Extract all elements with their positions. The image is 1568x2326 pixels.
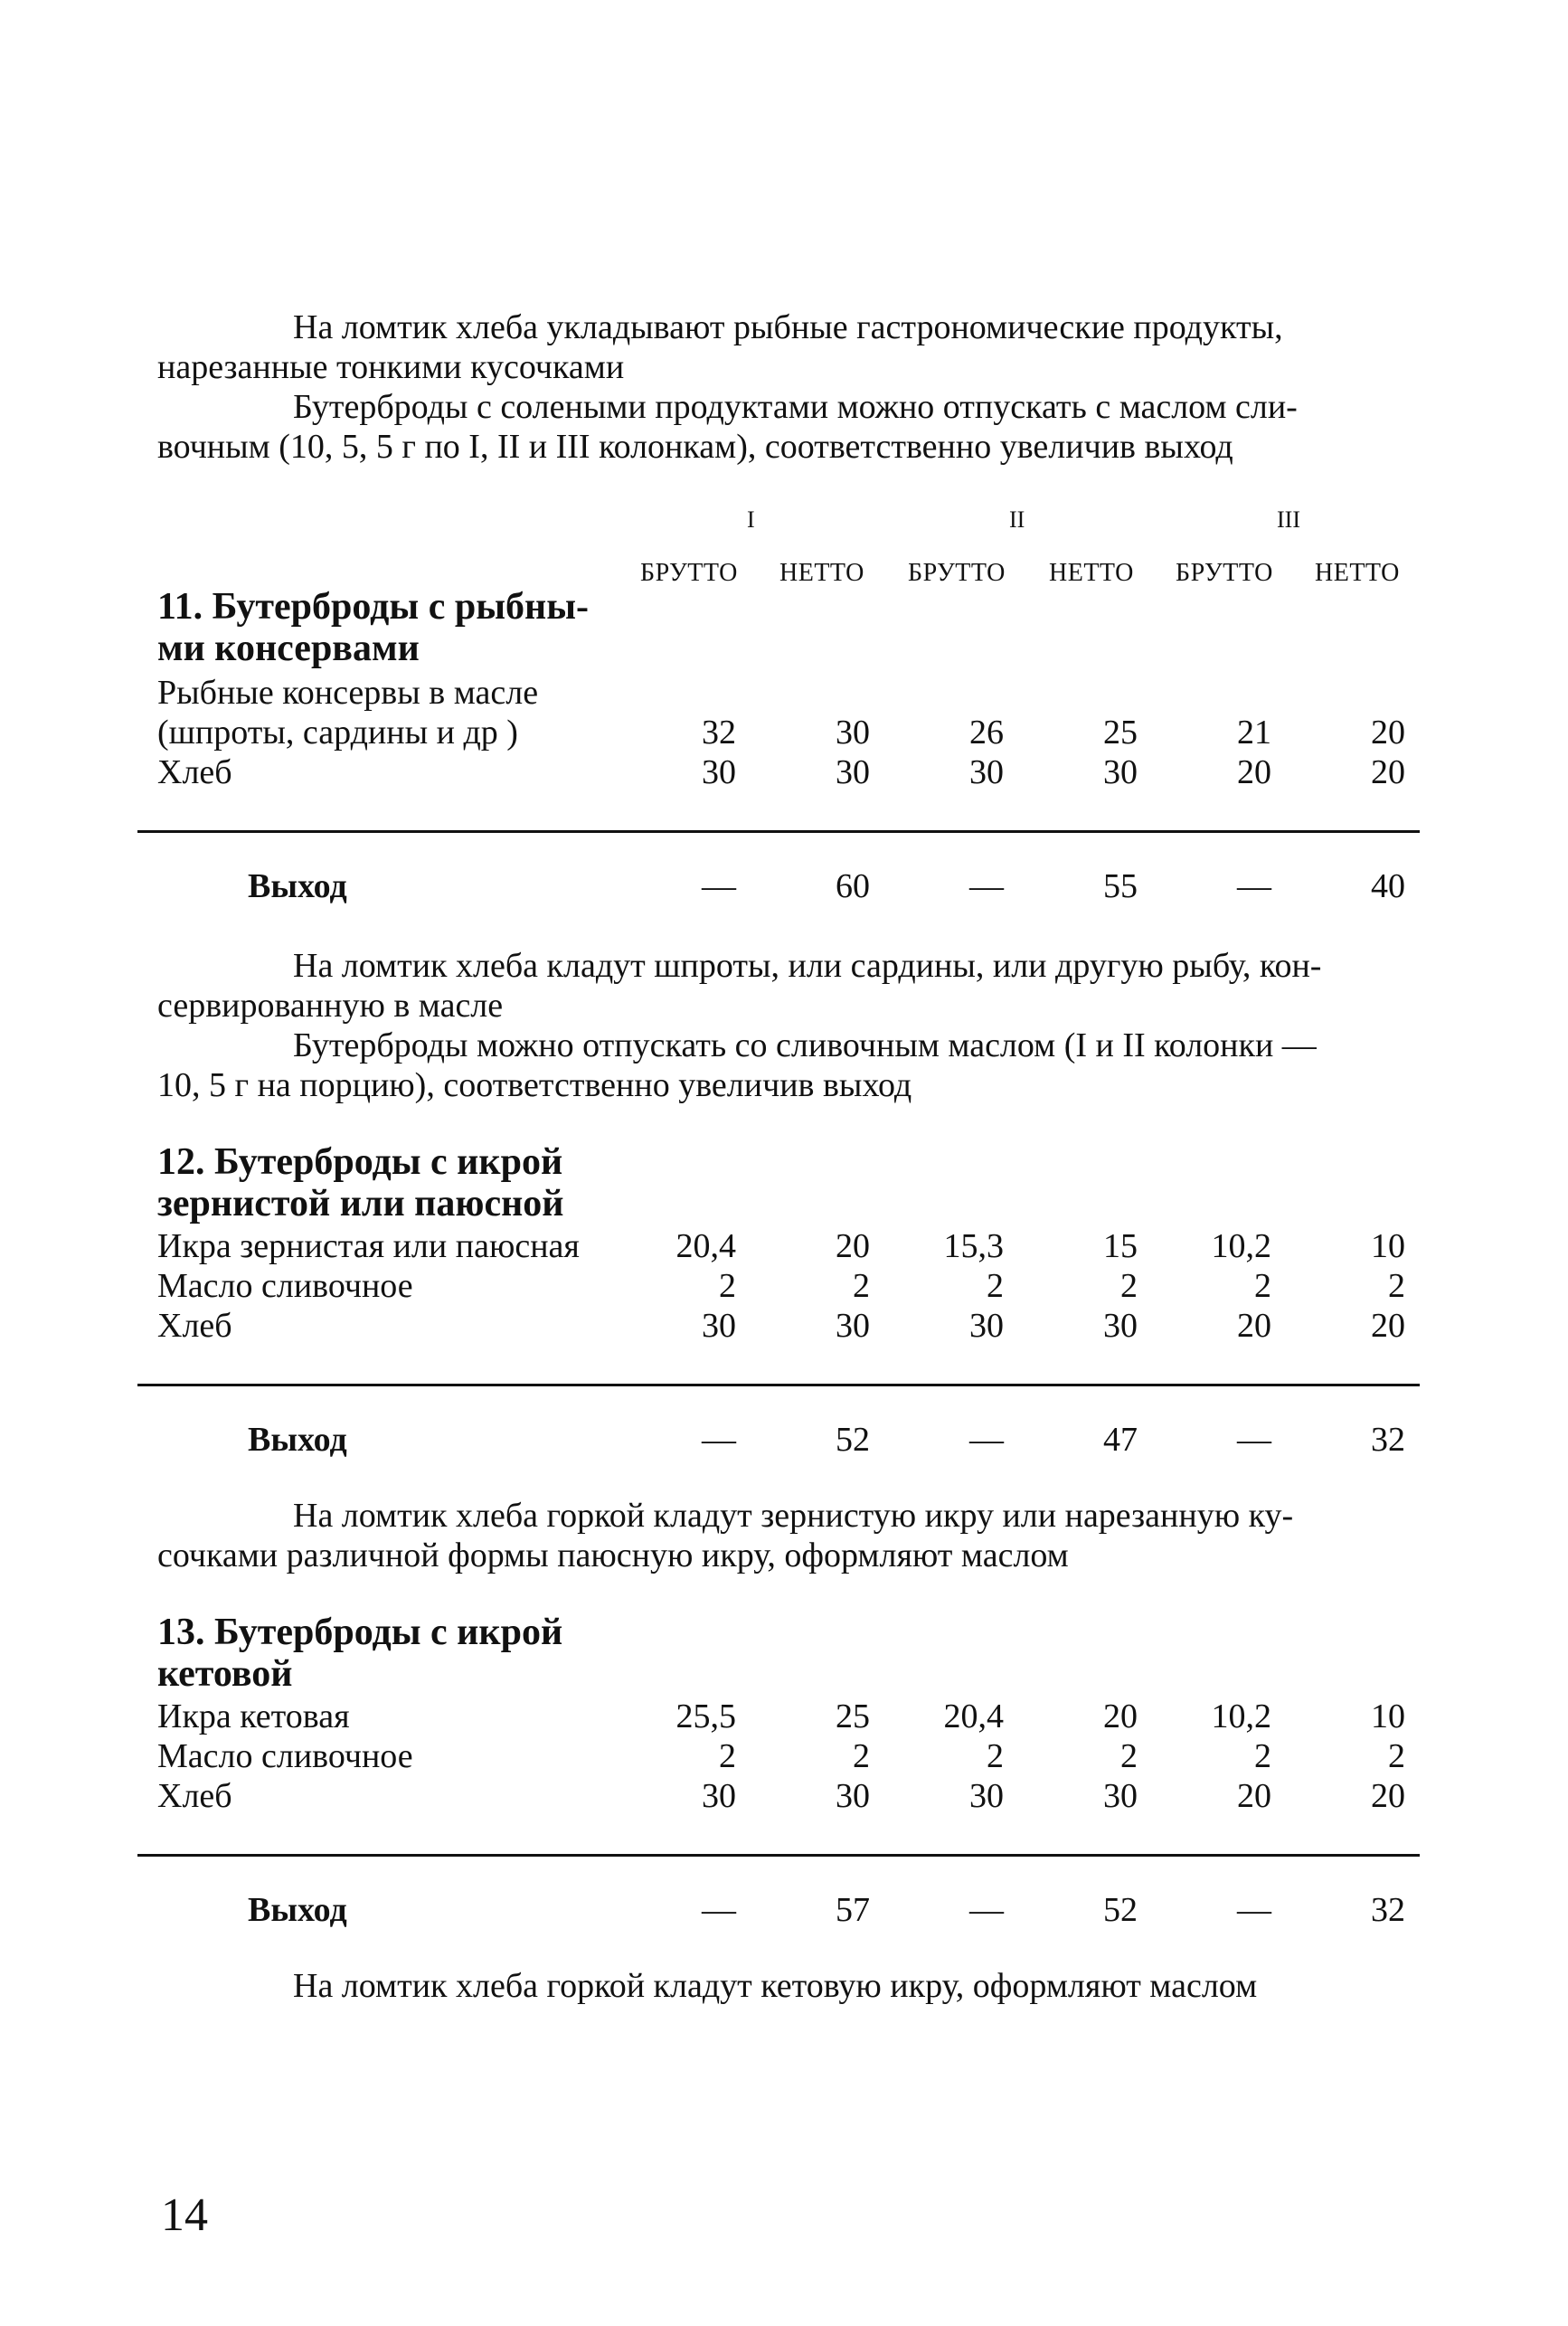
- value-cell: 20: [1237, 753, 1271, 791]
- yield-cell: —: [1237, 1421, 1271, 1459]
- table-rule: [137, 830, 1420, 833]
- ingredient-row: Хлеб 30 30 30 30 20 20: [157, 753, 1405, 791]
- value-cell: 2: [1388, 1737, 1405, 1775]
- column-header-brutto-1: БРУТТО: [640, 559, 738, 587]
- page-number: 14: [161, 2189, 208, 2241]
- yield-row: Выход — 52 — 47 — 32: [248, 1421, 1405, 1459]
- value-cell: 20: [1237, 1777, 1271, 1815]
- value-cell: 30: [702, 1307, 736, 1345]
- value-cell: 2: [987, 1267, 1004, 1305]
- value-cell: 30: [702, 1777, 736, 1815]
- value-cell: 25: [836, 1697, 870, 1735]
- value-cell: 2: [1254, 1267, 1271, 1305]
- recipe-11-note: На ломтик хлеба кладут шпроты, или сардины, или другую рыбу, кон- сервированную в масле: [157, 947, 1322, 1025]
- column-header-netto-1: НЕТТО: [779, 559, 864, 587]
- value-cell: 20: [1103, 1697, 1138, 1735]
- value-cell: 20: [1237, 1307, 1271, 1345]
- yield-cell: 55: [1103, 867, 1138, 905]
- yield-cell: —: [969, 867, 1004, 905]
- yield-cell: —: [702, 1421, 736, 1459]
- yield-cell: —: [969, 1421, 1004, 1459]
- value-cell: 2: [987, 1737, 1004, 1775]
- ingredient-row: (шпроты, сардины и др ) 32 30 26 25 21 20: [157, 714, 1405, 752]
- ingredient-row: Рыбные консервы в масле: [157, 674, 539, 712]
- recipe-12-title: 12. Бутерброды с икрой зернистой или паюсной: [157, 1141, 564, 1224]
- column-group-2: II: [1009, 506, 1025, 533]
- value-cell: 20: [1371, 1777, 1405, 1815]
- value-cell: 32: [702, 714, 736, 752]
- value-cell: 30: [1103, 753, 1138, 791]
- recipe-11-title: 11. Бутерброды с рыбны- ми консервами: [157, 586, 589, 669]
- table-rule: [137, 1384, 1420, 1386]
- value-cell: 10,2: [1211, 1697, 1271, 1735]
- value-cell: 2: [1388, 1267, 1405, 1305]
- ingredient-row: Икра кетовая 25,5 25 20,4 20 10,2 10: [157, 1697, 1405, 1735]
- yield-cell: —: [1237, 1891, 1271, 1929]
- column-group-1: I: [747, 506, 755, 533]
- value-cell: 25,5: [675, 1697, 736, 1735]
- value-cell: 2: [853, 1737, 870, 1775]
- value-cell: 30: [1103, 1307, 1138, 1345]
- yield-cell: 32: [1371, 1891, 1405, 1929]
- yield-cell: 60: [836, 867, 870, 905]
- value-cell: 20,4: [675, 1227, 736, 1265]
- value-cell: 2: [853, 1267, 870, 1305]
- recipe-13-title: 13. Бутерброды с икрой кетовой: [157, 1612, 563, 1695]
- yield-cell: —: [969, 1891, 1004, 1929]
- column-header-brutto-3: БРУТТО: [1176, 559, 1273, 587]
- value-cell: 30: [969, 753, 1004, 791]
- value-cell: 2: [719, 1267, 736, 1305]
- yield-cell: 32: [1371, 1421, 1405, 1459]
- yield-cell: 47: [1103, 1421, 1138, 1459]
- column-header-brutto-2: БРУТТО: [908, 559, 1006, 587]
- value-cell: 30: [836, 1777, 870, 1815]
- value-cell: 30: [1103, 1777, 1138, 1815]
- yield-cell: 57: [836, 1891, 870, 1929]
- recipe-13-note: На ломтик хлеба горкой кладут кетовую икру, оформляют маслом: [293, 1967, 1258, 2005]
- recipe-11-note-2: Бутерброды можно отпускать со сливочным маслом (I и II колонки — 10, 5 г на порцию), соответственно увеличив выход: [157, 1026, 1317, 1104]
- column-header-netto-3: НЕТТО: [1315, 559, 1400, 587]
- value-cell: 26: [969, 714, 1004, 752]
- value-cell: 30: [702, 753, 736, 791]
- value-cell: 2: [1254, 1737, 1271, 1775]
- ingredient-row: Хлеб 30 30 30 30 20 20: [157, 1307, 1405, 1345]
- value-cell: 30: [836, 714, 870, 752]
- value-cell: 15: [1103, 1227, 1138, 1265]
- yield-cell: 52: [1103, 1891, 1138, 1929]
- value-cell: 2: [1120, 1737, 1138, 1775]
- value-cell: 30: [836, 753, 870, 791]
- value-cell: 15,3: [943, 1227, 1004, 1265]
- ingredient-row: Икра зернистая или паюсная 20,4 20 15,3 15 10,2 10: [157, 1227, 1405, 1265]
- value-cell: 20: [1371, 1307, 1405, 1345]
- value-cell: 20,4: [943, 1697, 1004, 1735]
- ingredient-row: Масло сливочное 2 2 2 2 2 2: [157, 1267, 1405, 1305]
- yield-row: Выход — 57 — 52 — 32: [248, 1891, 1405, 1929]
- value-cell: 20: [1371, 753, 1405, 791]
- yield-row: Выход — 60 — 55 — 40: [248, 867, 1405, 905]
- value-cell: 2: [1120, 1267, 1138, 1305]
- yield-cell: 52: [836, 1421, 870, 1459]
- intro-paragraph-2: Бутерброды с солеными продуктами можно отпускать с маслом сли- вочным (10, 5, 5 г по I, II и III колонкам), соответственно увеличив выход: [157, 388, 1298, 466]
- value-cell: 30: [836, 1307, 870, 1345]
- value-cell: 2: [719, 1737, 736, 1775]
- value-cell: 10,2: [1211, 1227, 1271, 1265]
- ingredient-row: Хлеб 30 30 30 30 20 20: [157, 1777, 1405, 1815]
- column-group-3: III: [1277, 506, 1300, 533]
- yield-cell: —: [702, 867, 736, 905]
- value-cell: 30: [969, 1307, 1004, 1345]
- column-header-netto-2: НЕТТО: [1049, 559, 1134, 587]
- value-cell: 20: [1371, 714, 1405, 752]
- intro-paragraph-1: На ломтик хлеба укладывают рыбные гастрономические продукты, нарезанные тонкими кусочками: [157, 308, 1283, 386]
- value-cell: 30: [969, 1777, 1004, 1815]
- recipe-12-note: На ломтик хлеба горкой кладут зернистую икру или нарезанную ку- сочками различной формы паюсную икру, оформляют маслом: [157, 1497, 1294, 1574]
- yield-cell: 40: [1371, 867, 1405, 905]
- yield-cell: —: [1237, 867, 1271, 905]
- value-cell: 21: [1237, 714, 1271, 752]
- yield-cell: —: [702, 1891, 736, 1929]
- ingredient-row: Масло сливочное 2 2 2 2 2 2: [157, 1737, 1405, 1775]
- value-cell: 25: [1103, 714, 1138, 752]
- value-cell: 20: [836, 1227, 870, 1265]
- table-rule: [137, 1854, 1420, 1857]
- value-cell: 10: [1371, 1227, 1405, 1265]
- value-cell: 10: [1371, 1697, 1405, 1735]
